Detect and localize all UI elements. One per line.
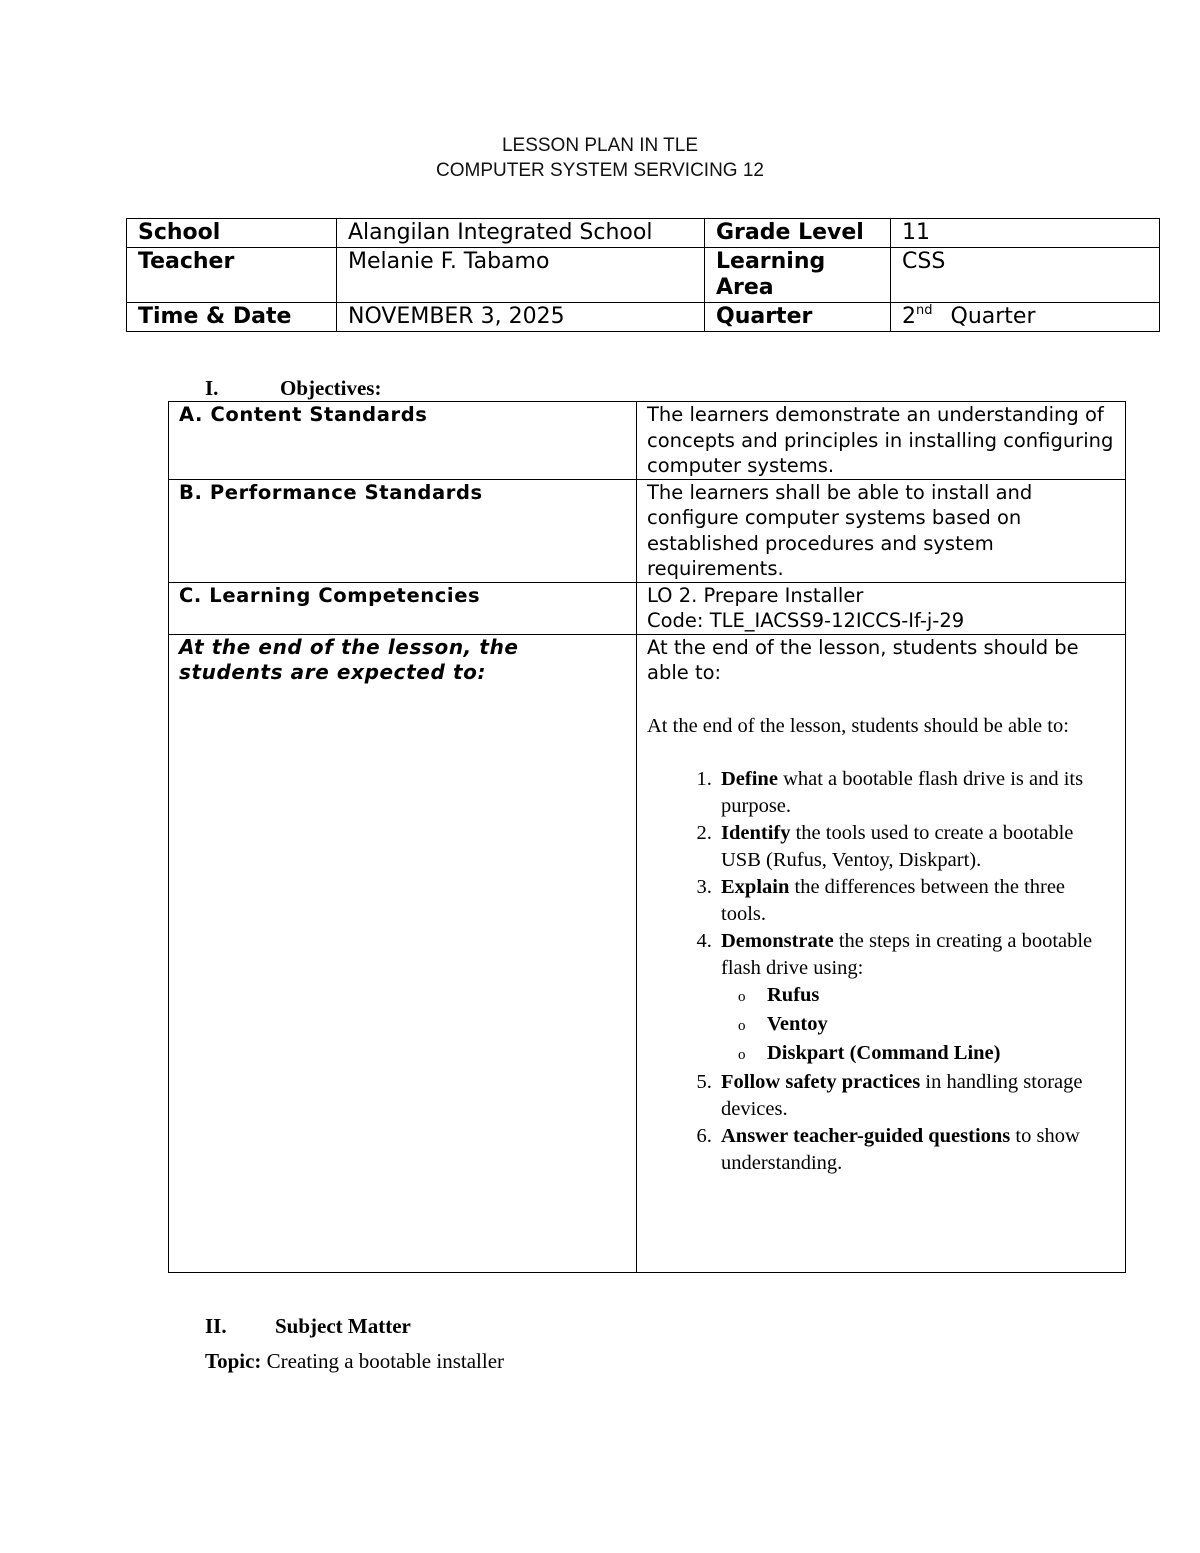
learning-area-label: Learning Area	[705, 248, 891, 303]
learning-competencies-text: LO 2. Prepare Installer Code: TLE_IACSS9-12ICCS-If-j-29	[637, 582, 1126, 634]
teacher-label: Teacher	[127, 248, 337, 303]
sublist-item: o Rufus	[763, 982, 1115, 1011]
section-objectives-heading: I. Objectives:	[205, 376, 382, 400]
topic-label: Topic:	[205, 1349, 262, 1373]
sublist-item: o Ventoy	[763, 1011, 1115, 1040]
list-item: 3. Explain the differences between the three tools.	[717, 874, 1115, 928]
time-date-label: Time & Date	[127, 303, 337, 332]
teacher-value: Melanie F. Tabamo	[337, 248, 705, 303]
school-label: School	[127, 219, 337, 248]
objectives-list	[647, 766, 1115, 1177]
objectives-table	[168, 401, 1126, 1273]
section-subject-matter-heading: II. Subject Matter	[205, 1314, 411, 1338]
quarter-label: Quarter	[705, 303, 891, 332]
performance-standards-text: The learners shall be able to install and configure computer systems based on established procedures and system requirements.	[637, 479, 1126, 582]
objectives-intro-serif: At the end of the lesson, students should be able to:	[647, 714, 1069, 737]
lesson-objectives-cell	[637, 634, 1126, 1272]
tools-sublist	[721, 982, 1115, 1069]
document-title: LESSON PLAN IN TLE	[501, 135, 699, 156]
lesson-info-table	[126, 218, 1160, 332]
list-item: 1. Define what a bootable flash drive is and its purpose.	[717, 766, 1115, 820]
list-item: 6. Answer teacher-guided questions to show understanding.	[717, 1123, 1115, 1177]
list-item: 5. Follow safety practices in handling storage devices.	[717, 1069, 1115, 1123]
list-item: 2. Identify the tools used to create a bootable USB (Rufus, Ventoy, Diskpart).	[717, 820, 1115, 874]
quarter-value: 2nd Quarter	[891, 303, 1160, 332]
time-date-value: NOVEMBER 3, 2025	[337, 303, 705, 332]
learning-competencies-label: C. Learning Competencies	[169, 582, 637, 634]
objectives-intro-sans: At the end of the lesson, students should be able to:	[647, 635, 1079, 684]
sublist-item: o Diskpart (Command Line)	[763, 1040, 1115, 1069]
grade-level-label: Grade Level	[705, 219, 891, 248]
topic-line	[205, 1349, 504, 1374]
document-subtitle: COMPUTER SYSTEM SERVICING 12	[436, 160, 764, 181]
content-standards-text: The learners demonstrate an understanding of concepts and principles in installing configuring computer systems.	[637, 402, 1126, 480]
performance-standards-label: B. Performance Standards	[169, 479, 637, 582]
topic-value: Creating a bootable installer	[261, 1349, 505, 1373]
learning-area-value: CSS	[891, 248, 1160, 303]
school-value: Alangilan Integrated School	[337, 219, 705, 248]
lesson-expectation-label: At the end of the lesson, the students are expected to:	[169, 634, 637, 1272]
objectives-list-block	[647, 713, 1115, 1177]
grade-level-value: 11	[891, 219, 1160, 248]
list-item: 4. Demonstrate the steps in creating a bootable flash drive using: o Rufus o Ventoy o Diskpart (Command Line)	[717, 928, 1115, 1069]
content-standards-label: A. Content Standards	[169, 402, 637, 480]
